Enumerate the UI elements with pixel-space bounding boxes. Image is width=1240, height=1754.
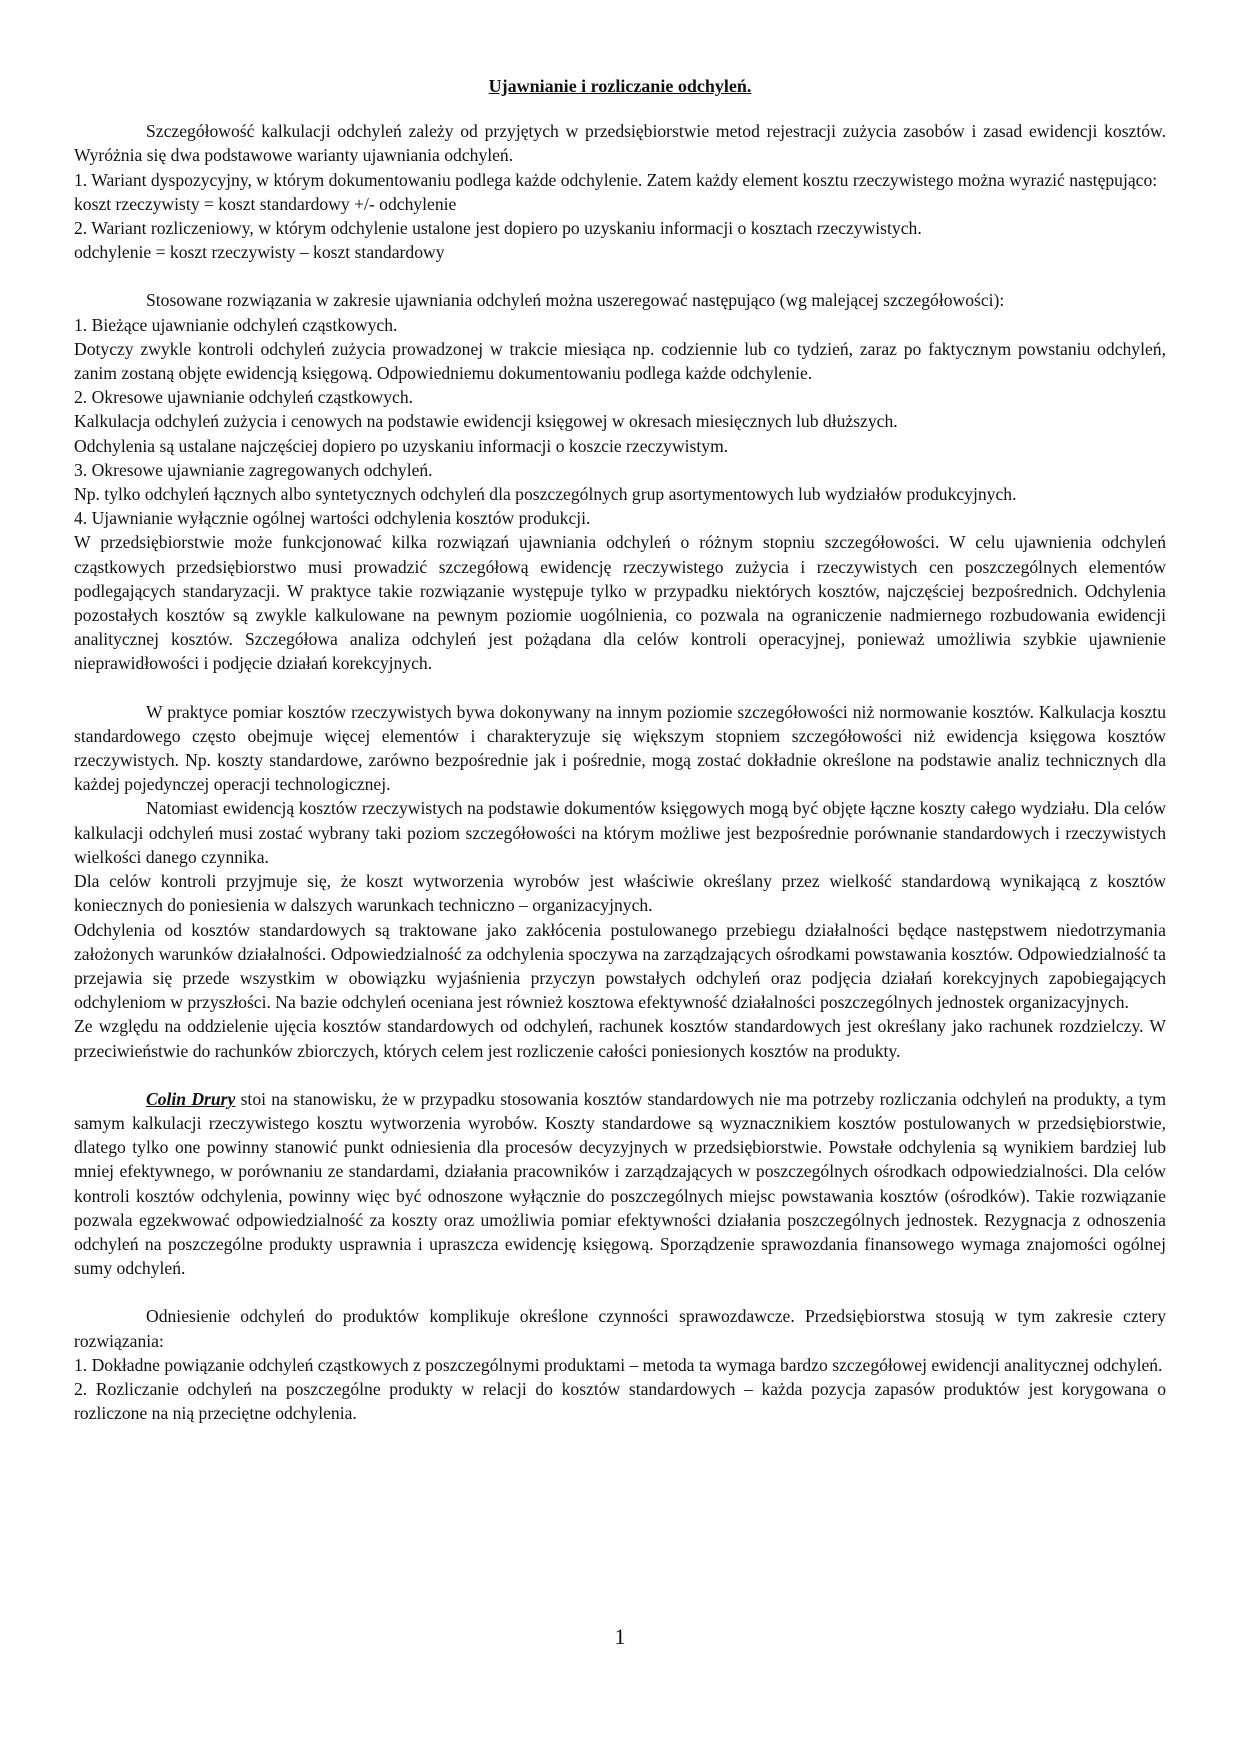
- paragraph: Natomiast ewidencją kosztów rzeczywistych na podstawie dokumentów księgowych mogą być objęte łączne koszty całego wydziału. Dla celów kalkulacji odchyleń musi zostać wybrany taki poziom szczegółowości na którym możliwe jest bezpośrednie porównanie standardowych i rzeczywistych wielkości danego czynnika.: [74, 798, 1166, 867]
- paragraph: Odniesienie odchyleń do produktów komplikuje określone czynności sprawozdawcze. Przedsiębiorstwa stosują w tym zakresie cztery rozwiązania:: [74, 1306, 1166, 1351]
- paragraph: Stosowane rozwiązania w zakresie ujawniania odchyleń można uszeregować następująco (wg malejącej szczegółowości):: [146, 290, 1005, 311]
- paragraph-text: stoi na stanowisku, że w przypadku stosowania kosztów standardowych nie ma potrzeby rozliczania odchyleń na produkty, a tym samym kalkulacji rzeczywistego kosztu wytworzenia wyrobów. Koszty standardowe są wyznacznikiem kosztów postulowanych w przedsiębiorstwie, dlatego tylko one powinny stanowić punkt odniesienia dla procesów decyzyjnych w przedsiębiorstwie. Powstałe odchylenia są wynikiem bardziej lub mniej efektywnego, w porównaniu ze standardami, działania pracowników i zarządzających w poszczególnych ośrodkach odpowiedzialności. Dla celów kontroli kosztów odchylenia, powinny więc być odnoszone wyłącznie do poszczególnych miejsc powstawania kosztów (ośrodków). Takie rozwiązanie pozwala egzekwować odpowiedzialność za koszty oraz umożliwia pomiar efektywności działania poszczególnych jednostek. Rezygnacja z odnoszenia odchyleń na poszczególne produkty usprawnia i upraszcza ewidencję księgową. Sporządzenie sprawozdania finansowego wymaga znajomości ogólnej sumy odchyleń.: [74, 1088, 1167, 1279]
- section-drury: [74, 1087, 1166, 1281]
- paragraph: Kalkulacja odchyleń zużycia i cenowych na podstawie ewidencji księgowej w okresach miesięcznych lub dłuższych.: [74, 411, 898, 432]
- paragraph: W praktyce pomiar kosztów rzeczywistych bywa dokonywany na innym poziomie szczegółowości niż normowanie kosztów. Kalkulacja kosztu standardowego często obejmuje więcej elementów i charakteryzuje się większym stopniem szczegółowości niż ewidencja księgowa kosztów rzeczywistych. Np. koszty standardowe, zarówno bezpośrednie jak i pośrednie, mogą zostać dokładnie określone na podstawie analiz technicznych dla każdej pojedynczej operacji technologicznej.: [74, 701, 1166, 795]
- paragraph: Np. tylko odchyleń łącznych albo syntetycznych odchyleń dla poszczególnych grup asortymentowych lub wydziałów produkcyjnych.: [74, 484, 1017, 505]
- list-item: 2. Okresowe ujawnianie odchyleń cząstkowych.: [74, 387, 414, 408]
- list-item: 4. Ujawnianie wyłącznie ogólnej wartości odchylenia kosztów produkcji.: [74, 508, 591, 529]
- paragraph: Odchylenia są ustalane najczęściej dopiero po uzyskaniu informacji o koszcie rzeczywistym.: [74, 435, 729, 456]
- page-title: Ujawnianie i rozliczanie odchyleń.: [488, 76, 752, 96]
- list-item: 1. Dokładne powiązanie odchyleń cząstkowych z poszczególnymi produktami – metoda ta wymaga bardzo szczegółowej ewidencji analitycznej odchyleń.: [74, 1354, 1163, 1375]
- author-name: Colin Drury: [146, 1088, 236, 1109]
- paragraph: W przedsiębiorstwie może funkcjonować kilka rozwiązań ujawniania odchyleń o różnym stopniu szczegółowości. W celu ujawnienia odchyleń cząstkowych przedsiębiorstwo musi prowadzić szczegółową ewidencję rzeczywistego zużycia i rzeczywistych cen poszczególnych elementów podlegających standaryzacji. W praktyce takie rozwiązanie występuje tylko w przypadku niektórych kosztów, najczęściej bezpośrednich. Odchylenia pozostałych kosztów są zwykle kalkulowane na pewnym poziomie uogólnienia, co pozwala na ograniczenie nadmiernego rozbudowania ewidencji analitycznej kosztów. Szczegółowa analiza odchyleń jest pożądana dla celów kontroli operacyjnej, ponieważ umożliwia szybkie ujawnienie nieprawidłowości i podjęcie działań korekcyjnych.: [74, 532, 1166, 674]
- list-item: 1. Bieżące ujawnianie odchyleń cząstkowych.: [74, 314, 398, 335]
- paragraph: Ze względu na oddzielenie ujęcia kosztów standardowych od odchyleń, rachunek kosztów standardowych jest określany jako rachunek rozdzielczy. W przeciwieństwie do rachunków zbiorczych, których celem jest rozliczenie całości poniesionych kosztów na produkty.: [74, 1016, 1166, 1061]
- section-measurement: [74, 700, 1166, 1063]
- paragraph: Dotyczy zwykle kontroli odchyleń zużycia prowadzonej w trakcie miesiąca np. codziennie lub co tydzień, zaraz po faktycznym powstaniu odchyleń, zanim zostaną objęte ewidencją księgową. Odpowiedniemu dokumentowaniu podlega każde odchylenie.: [74, 338, 1166, 384]
- paragraph: 2. Wariant rozliczeniowy, w którym odchylenie ustalone jest dopiero po uzyskaniu informacji o kosztach rzeczywistych.: [74, 218, 922, 239]
- paragraph: Dla celów kontroli przyjmuje się, że koszt wytworzenia wyrobów jest właściwie określany przez wielkość standardową wynikającą z kosztów koniecznych do poniesienia w dalszych warunkach techniczno – organizacyjnych.: [74, 871, 1166, 916]
- list-item: 3. Okresowe ujawnianie zagregowanych odchyleń.: [74, 459, 433, 480]
- paragraph: Szczegółowość kalkulacji odchyleń zależy od przyjętych w przedsiębiorstwie metod rejestracji zużycia zasobów i zasad ewidencji kosztów. Wyróżnia się dwa podstawowe warianty ujawniania odchyleń.: [74, 121, 1166, 166]
- page-number: 1: [614, 1624, 626, 1649]
- formula-line: koszt rzeczywisty = koszt standardowy +/- odchylenie: [74, 193, 457, 214]
- paragraph: 1. Wariant dyspozycyjny, w którym dokumentowaniu podlega każde odchylenie. Zatem każdy element kosztu rzeczywistego można wyrazić następująco:: [74, 169, 1158, 190]
- section-solutions: [74, 288, 1166, 675]
- section-allocation: [74, 1304, 1166, 1425]
- formula-line: odchylenie = koszt rzeczywisty – koszt standardowy: [74, 242, 445, 263]
- section-variants: [74, 119, 1166, 264]
- paragraph: Odchylenia od kosztów standardowych są traktowane jako zakłócenia postulowanego przebiegu działalności będące następstwem niedotrzymania założonych warunków działalności. Odpowiedzialność za odchylenia spoczywa na zarządzających ośrodkami powstawania kosztów. Odpowiedzialność ta przejawia się przede wszystkim w obowiązku wyjaśnienia przyczyn powstałych odchyleń oraz podjęcia działań korekcyjnych zapobiegających odchyleniom w przyszłości. Na bazie odchyleń oceniana jest również kosztowa efektywność działalności poszczególnych jednostek organizacyjnych.: [74, 919, 1166, 1013]
- list-item: 2. Rozliczanie odchyleń na poszczególne produkty w relacji do kosztów standardowych – każda pozycja zapasów produktów jest korygowana o rozliczone na nią przeciętne odchylenia.: [74, 1378, 1166, 1424]
- paragraph: [74, 1087, 1166, 1281]
